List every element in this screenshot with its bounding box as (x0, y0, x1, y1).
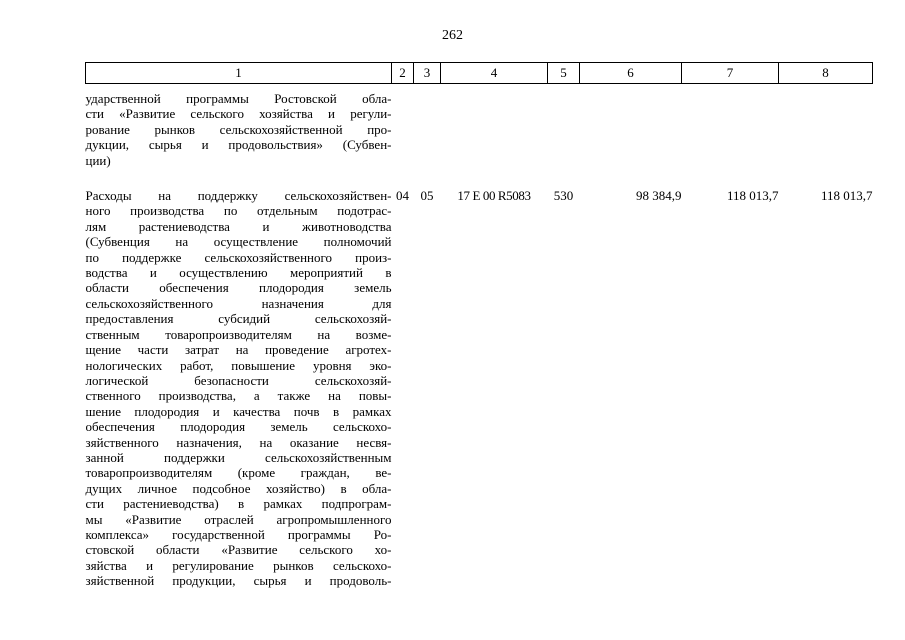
description-line: лям растениеводства и животноводства (85, 218, 392, 234)
amount-col-6: 98 384,9 (636, 188, 682, 204)
description-line: зяйственного назначения, на оказание несвя- (85, 434, 392, 450)
description-line: ного производства по отдельным подотрас- (85, 203, 392, 219)
header-col-4: 4 (441, 63, 548, 84)
amount-col-7: 118 013,7 (726, 188, 779, 204)
header-col-2: 2 (392, 63, 414, 84)
description-line: нологических работ, повышение уровня эко- (85, 357, 392, 373)
description-line: дукции, сырья и продовольствия» (Субвен- (85, 137, 392, 153)
section-code (392, 84, 414, 169)
description-line: Расходы на поддержку сельскохозяйствен- (85, 188, 392, 204)
description-line: ственным товаропроизводителям на возме- (85, 326, 392, 342)
description-line: стовской области «Развитие сельского хо- (85, 542, 392, 558)
description-line: мы «Развитие отраслей агропромышленного (85, 511, 392, 527)
description-line: сти растениеводства) в рамках подпрограм- (85, 496, 392, 512)
header-col-5: 5 (548, 63, 580, 84)
header-col-8: 8 (779, 63, 873, 84)
amount-col-6 (580, 84, 682, 169)
table-row (86, 168, 873, 589)
section-code: 04 (396, 188, 409, 204)
header-col-6: 6 (580, 63, 682, 84)
description-line: шение плодородия и качества почв в рамках (85, 403, 392, 419)
row-description (86, 84, 392, 169)
description-line: занной поддержки сельскохозяйственным (85, 449, 392, 465)
description-line: обеспечения плодородия земель сельскохо- (85, 419, 392, 435)
row-description (86, 168, 392, 589)
target-article-code (441, 84, 548, 169)
amount-col-8: 118 013,7 (820, 188, 873, 204)
header-col-7: 7 (682, 63, 779, 84)
description-line: зяйственной продукции, сырья и продоволь- (85, 573, 392, 589)
description-line: дущих личное подсобное хозяйство) в обла- (85, 480, 392, 496)
description-line: рование рынков сельскохозяйственной про- (85, 121, 392, 137)
header-row (86, 63, 873, 84)
description-line: щение части затрат на проведение агротех- (85, 342, 392, 358)
subsection-code: 05 (420, 188, 434, 204)
expense-type-code: 530 (553, 188, 574, 204)
page-number: 262 (442, 28, 463, 43)
description-line: ственного производства, а также на повы- (85, 388, 392, 404)
description-line: водства и осуществлению мероприятий в (85, 265, 392, 281)
description-line: комплекса» государственной программы Ро- (85, 526, 392, 542)
description-line: ции) (85, 152, 111, 168)
description-line: области обеспечения плодородия земель (85, 280, 392, 296)
description-line: сти «Развитие сельского хозяйства и регули- (85, 106, 392, 122)
expense-type-code (548, 84, 580, 169)
description-line: предоставления субсидий сельскохозяй- (85, 311, 392, 327)
header-col-3: 3 (414, 63, 441, 84)
description-line: зяйства и регулирование рынков сельскохо- (85, 557, 392, 573)
header-col-1: 1 (86, 63, 392, 84)
budget-table (85, 62, 873, 589)
amount-col-8 (779, 84, 873, 169)
subsection-code (414, 84, 441, 169)
description-line: (Субвенция на осуществление полномочий (85, 234, 392, 250)
description-line: логической безопасности сельскохозяй- (85, 372, 392, 388)
description-line: по поддержке сельскохозяйственного произ- (85, 249, 392, 265)
target-article-code: 17 Е 00 R5083 (457, 188, 531, 204)
amount-col-7 (682, 84, 779, 169)
table-row (86, 84, 873, 169)
description-line: ударственной программы Ростовской обла- (85, 91, 392, 106)
description-line: сельскохозяйственного назначения для (85, 295, 392, 311)
description-line: товаропроизводителям (кроме граждан, ве- (85, 465, 392, 481)
